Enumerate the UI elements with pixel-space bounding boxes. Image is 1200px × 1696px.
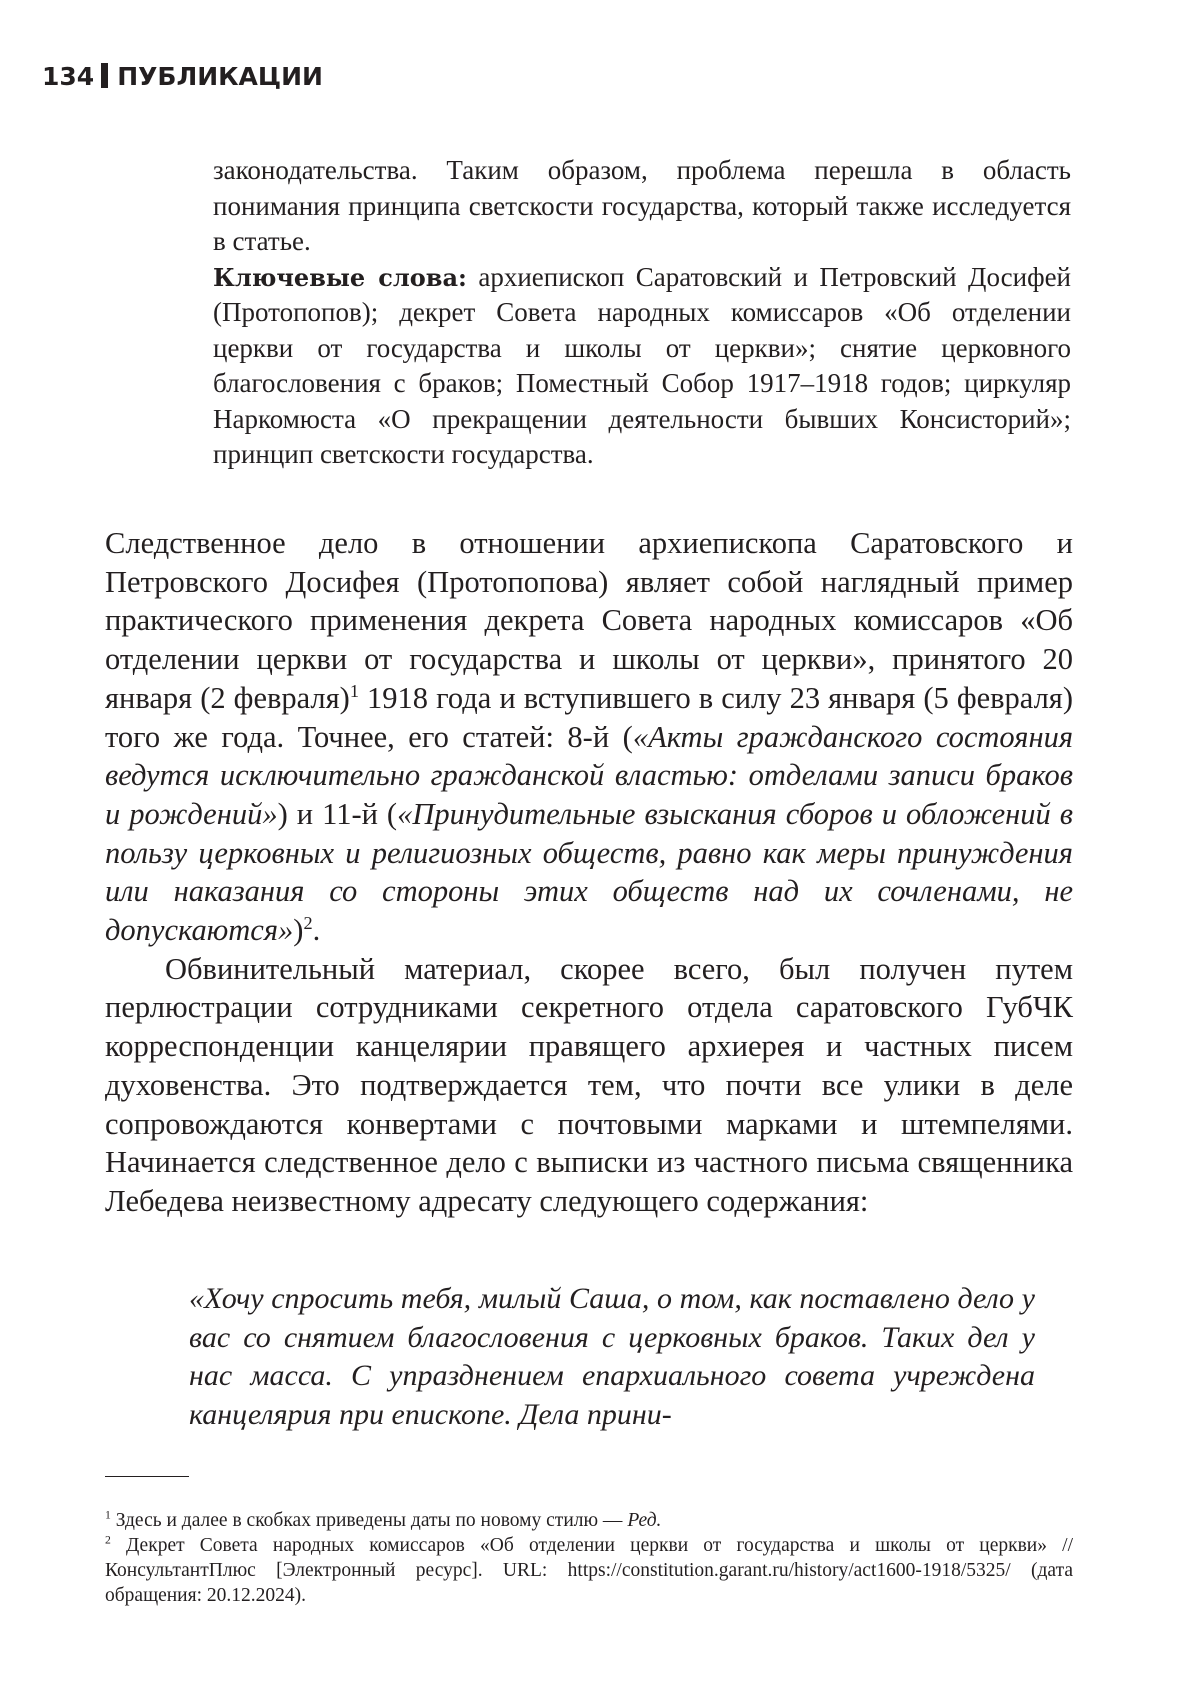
footnote-1-text: Здесь и далее в скобках приведены даты по новому стилю — (110, 1510, 628, 1531)
paragraph-2: Обвинительный материал, скорее всего, был получен путем перлюстрации сотрудниками секретного отдела саратовского ГубЧК корреспонденции канцелярии правящего архиерея и частных писем духовенства. Это подтверждается тем, что почти все улики в деле сопровождаются конвертами с почтовыми марками и штемпелями. Начинается следственное дело с выписки из частного письма священника Лебедева неизвестному адресату следующего содержания: (105, 951, 1073, 1218)
page-number: 134 (42, 62, 95, 91)
footnote-ref-2[interactable]: 2 (303, 912, 313, 933)
block-quote (189, 1280, 1035, 1434)
keywords (213, 260, 1071, 473)
abstract (213, 153, 1071, 473)
paragraph-1-end: . (312, 913, 321, 948)
footnote-ref-1[interactable]: 1 (349, 680, 359, 701)
footnote-1-editor: Ред. (627, 1510, 662, 1531)
paragraph-1-text-a: Следственное дело в отношении архиепископа Саратовского и Петровского Досифея (Протопопова) являет собой наглядный пример практического применения декрета Совета народных комиссаров «Об отделении церкви от государства и школы от церкви», принятого 20 января (2 февраля) (105, 526, 1073, 715)
abstract-continuation: законодательства. Таким образом, проблема перешла в область понимания принципа светскости государства, который также исследуется в статье. (213, 155, 1071, 256)
footnote-1-mark: 1 (105, 1508, 111, 1522)
footnotes (105, 1508, 1073, 1608)
article-11-quote: «Принудительные взыскания сборов и обложений в пользу церковных и религиозных обществ, равно как меры принуждения или наказания со стороны этих обществ над их сочленами, не допускаются» (105, 796, 1073, 948)
paragraph-1 (105, 524, 1073, 950)
section-title: ПУБЛИКАЦИИ (117, 62, 323, 91)
footnote-divider (105, 1476, 189, 1477)
running-head (42, 62, 323, 91)
article-8-quote: «Акты гражданского состояния ведутся исключительно гражданской властью: отделами записи браков и рождений» (105, 719, 1074, 831)
footnote-2-mark: 2 (105, 1533, 111, 1547)
main-text (105, 524, 1073, 1221)
paragraph-1-text-b: 1918 года и вступившего в силу 23 января (5 февраля) того же года. Точнее, его статей: 8-й ( (105, 680, 1073, 754)
footnote-1 (105, 1508, 1073, 1533)
keywords-text: архиепископ Саратовский и Петровский Досифей (Протопопов); декрет Совета народных комиссаров «Об отделении церкви от государства и школы от церкви»; снятие церковного благословения с браков; Поместный Собор 1917–1918 годов; циркуляр Наркомюста «О прекращении деятельности бывших Консисторий»; принцип светскости государства. (213, 261, 1071, 469)
keywords-label: Ключевые слова: (213, 262, 467, 292)
separator-bar (101, 63, 108, 88)
paragraph-1-text-c: ) и 11-й ( (277, 796, 398, 831)
footnote-2 (105, 1533, 1073, 1608)
paragraph-1-text-d: ) (293, 913, 304, 948)
block-quote-text: «Хочу спросить тебя, милый Саша, о том, как поставлено дело у вас со снятием благословения с церковных браков. Таких дел у нас масса. С упразднением епархиального совета учреждена канцелярия при епископе. Дела прини- (189, 1282, 1035, 1431)
footnote-2-text: Декрет Совета народных комиссаров «Об отделении церкви от государства и школы от церкви» // КонсультантПлюс [Электронный ресурс]. URL: https://constitution.garant.ru/history/act1600-1918/5325/ (дата обращения: 20.12.2024). (105, 1535, 1073, 1606)
